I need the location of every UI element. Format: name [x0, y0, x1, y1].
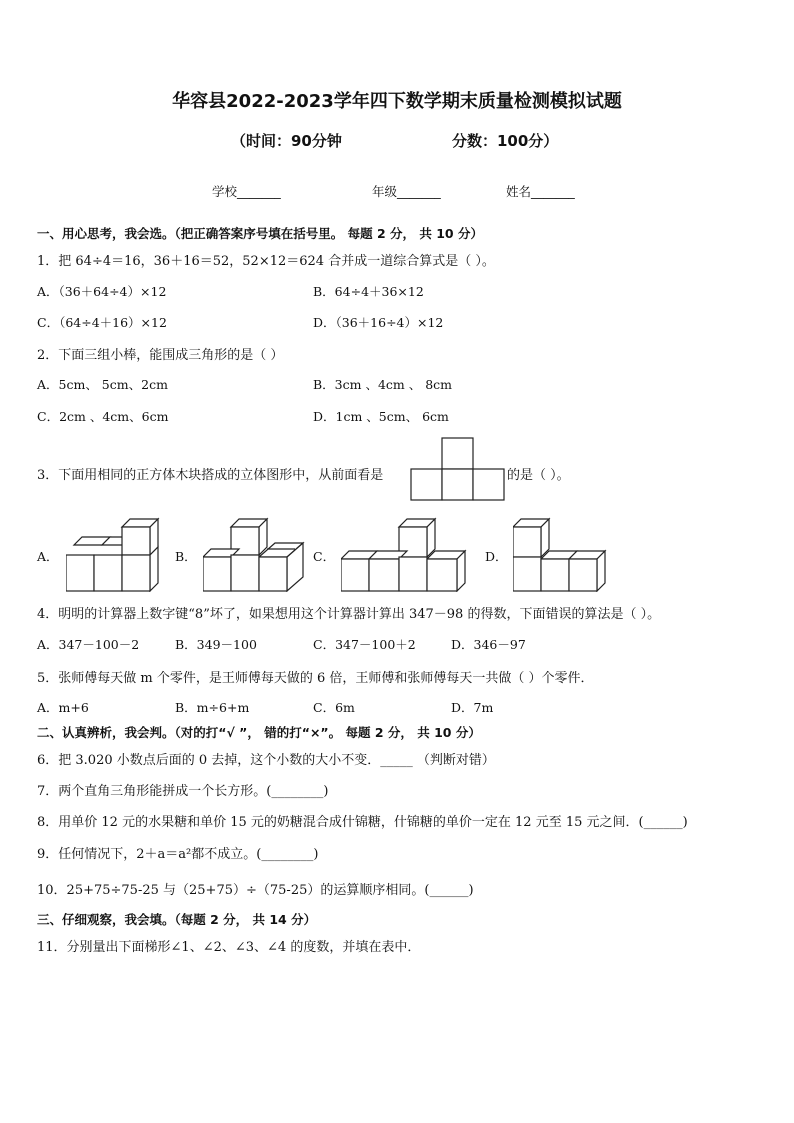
q2-option-d: D．1cm 、5cm、 6cm [313, 409, 449, 424]
exam-title: 华容县2022-2023学年四下数学期末质量检测模拟试题 [172, 91, 622, 112]
q1-option-a: A．（36＋64÷4）×12 [37, 284, 167, 299]
q2-option-b: B．3cm 、4cm 、 8cm [313, 377, 453, 392]
question-8: 8．用单价 12 元的水果糖和单价 15 元的奶糖混合成什锦糖，什锦糖的单价一定在 12 元至 15 元之间．(______) [37, 815, 688, 830]
exam-score: 分数：100分） [452, 132, 559, 150]
section-2-heading: 二、认真辨析，我会判。（对的打“√ ”， 错的打“×”。 每题 2 分， 共 10 分） [37, 725, 481, 740]
question-6: 6．把 3.020 小数点后面的 0 去掉，这个小数的大小不变．_____ （判断对错） [37, 753, 495, 768]
q3-option-c: C． [313, 549, 336, 564]
q2-option-a: A．5cm、 5cm、2cm [37, 377, 168, 392]
q3-option-c-figure [341, 517, 467, 592]
q3-option-a: A． [37, 549, 59, 564]
q3-option-a-figure [66, 517, 172, 592]
question-5: 5．张师傅每天做 m 个零件，是王师傅每天做的 6 倍，王师傅和张师傅每天一共做（ ）个零件． [37, 671, 594, 686]
question-10: 10．25+75÷75-25 与（25+75）÷（75-25）的运算顺序相同。(______) [37, 883, 474, 898]
q5-option-c: C．6m [313, 700, 355, 715]
school-field: 学校_______ [212, 184, 281, 199]
q3-option-b-figure [203, 517, 309, 592]
grade-field: 年级_______ [372, 184, 441, 199]
question-3-text-before: 3．下面用相同的正方体木块搭成的立体图形中，从前面看是 [37, 468, 384, 483]
q4-option-d: D．346－97 [451, 637, 526, 652]
q3-option-d: D． [485, 549, 508, 564]
name-field: 姓名_______ [506, 184, 575, 199]
q5-option-d: D．7m [451, 700, 494, 715]
question-1: 1．把 64÷4＝16，36＋16＝52，52×12＝624 合并成一道综合算式是（ ）。 [37, 254, 495, 269]
q2-option-c: C．2cm 、4cm、6cm [37, 409, 169, 424]
question-3-text-after: 的是（ ）。 [507, 468, 570, 483]
q1-option-d: D．（36＋16÷4）×12 [313, 315, 444, 330]
question-7: 7．两个直角三角形能拼成一个长方形。(________) [37, 784, 329, 799]
q4-option-b: B．349－100 [175, 637, 257, 652]
section-1-heading: 一、用心思考，我会选。（把正确答案序号填在括号里。 每题 2 分， 共 10 分） [37, 226, 483, 241]
exam-time: （时间：90分钟 [231, 132, 342, 150]
q4-option-c: C．347－100＋2 [313, 637, 416, 652]
front-view-figure [410, 437, 506, 503]
q1-option-c: C．（64÷4＋16）×12 [37, 315, 167, 330]
q3-option-d-figure [513, 517, 613, 592]
q5-option-a: A．m+6 [37, 700, 89, 715]
q4-option-a: A．347－100－2 [37, 637, 140, 652]
q5-option-b: B．m÷6+m [175, 700, 250, 715]
question-2: 2．下面三组小棒，能围成三角形的是（ ） [37, 348, 284, 363]
q1-option-b: B．64÷4＋36×12 [313, 284, 424, 299]
question-4: 4．明明的计算器上数字键“8”坏了，如果想用这个计算器计算出 347－98 的得数，下面错误的算法是（ ）。 [37, 607, 661, 622]
section-3-heading: 三、仔细观察，我会填。（每题 2 分， 共 14 分） [37, 912, 317, 927]
question-9: 9．任何情况下，2＋a＝a²都不成立。(________) [37, 847, 319, 862]
q3-option-b: B． [175, 549, 197, 564]
question-11: 11．分别量出下面梯形∠1、∠2、∠3、∠4 的度数，并填在表中． [37, 940, 421, 955]
